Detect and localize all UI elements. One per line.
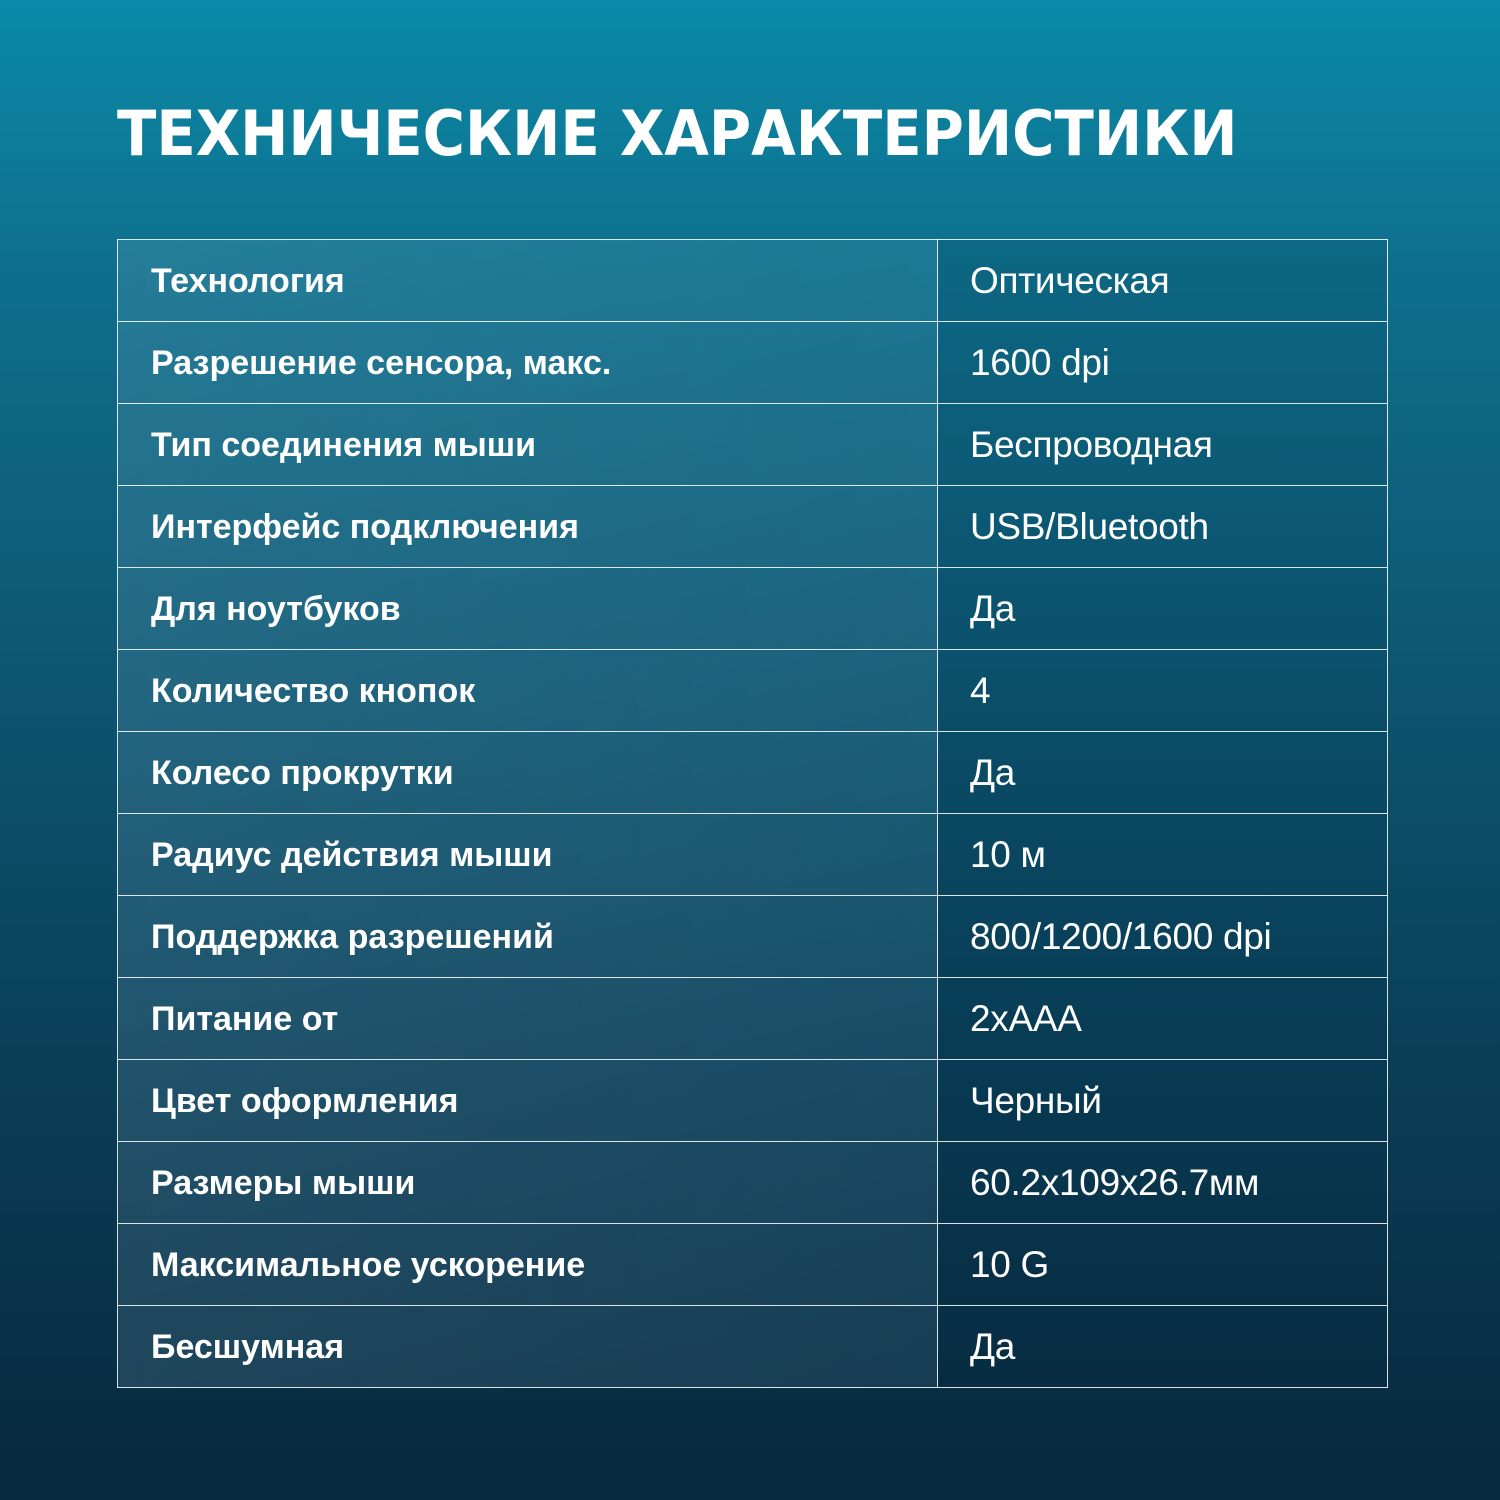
spec-row — [118, 1060, 1388, 1142]
spec-row — [118, 732, 1388, 814]
spec-row — [118, 404, 1388, 486]
spec-name-cell — [118, 814, 938, 896]
spec-row — [118, 1224, 1388, 1306]
spec-value: 10 G — [970, 1243, 1050, 1285]
spec-value: 10 м — [970, 833, 1046, 875]
spec-value: 800/1200/1600 dpi — [970, 915, 1272, 957]
spec-value: 60.2x109x26.7мм — [970, 1161, 1260, 1203]
spec-name: Питание от — [151, 999, 339, 1038]
spec-value: 2xAAA — [970, 997, 1082, 1039]
spec-value: Да — [970, 1325, 1016, 1367]
spec-value: Да — [970, 751, 1016, 793]
spec-row — [118, 650, 1388, 732]
spec-value-cell — [938, 1306, 1388, 1388]
spec-row — [118, 486, 1388, 568]
spec-value: Черный — [970, 1079, 1102, 1121]
spec-name-cell — [118, 568, 938, 650]
spec-name: Поддержка разрешений — [151, 917, 554, 956]
spec-value-cell — [938, 896, 1388, 978]
spec-value-cell — [938, 404, 1388, 486]
spec-name-cell — [118, 404, 938, 486]
spec-row — [118, 814, 1388, 896]
spec-name: Цвет оформления — [151, 1081, 459, 1120]
spec-name-cell — [118, 896, 938, 978]
spec-table — [117, 239, 1388, 1388]
spec-value-cell — [938, 1142, 1388, 1224]
spec-name: Тип соединения мыши — [151, 425, 537, 464]
spec-value-cell — [938, 486, 1388, 568]
spec-value-cell — [938, 322, 1388, 404]
spec-name: Радиус действия мыши — [151, 835, 553, 874]
spec-value-cell — [938, 1224, 1388, 1306]
spec-value-cell — [938, 568, 1388, 650]
spec-value-cell — [938, 240, 1388, 322]
spec-value: Оптическая — [970, 259, 1170, 301]
spec-name-cell — [118, 732, 938, 814]
spec-name: Разрешение сенсора, макс. — [151, 343, 612, 382]
spec-row — [118, 1142, 1388, 1224]
spec-row — [118, 896, 1388, 978]
spec-name-cell — [118, 978, 938, 1060]
spec-value: Да — [970, 587, 1016, 629]
spec-row — [118, 322, 1388, 404]
page-title: ТЕХНИЧЕСКИЕ ХАРАКТЕРИСТИКИ — [117, 97, 1238, 170]
spec-name-cell — [118, 486, 938, 568]
spec-name: Количество кнопок — [151, 671, 476, 710]
spec-value-cell — [938, 814, 1388, 896]
spec-name-cell — [118, 1224, 938, 1306]
spec-name-cell — [118, 322, 938, 404]
spec-name: Колесо прокрутки — [151, 753, 454, 792]
spec-row — [118, 978, 1388, 1060]
spec-row — [118, 240, 1388, 322]
spec-name-cell — [118, 1060, 938, 1142]
spec-name: Интерфейс подключения — [151, 507, 579, 546]
spec-name-cell — [118, 240, 938, 322]
spec-value: USB/Bluetooth — [970, 505, 1209, 547]
spec-name-cell — [118, 1142, 938, 1224]
spec-name: Для ноутбуков — [151, 589, 401, 628]
spec-value: 1600 dpi — [970, 341, 1110, 383]
spec-value: 4 — [970, 669, 991, 711]
spec-row — [118, 568, 1388, 650]
spec-value: Беспроводная — [970, 423, 1213, 465]
spec-name: Бесшумная — [151, 1327, 345, 1366]
spec-value-cell — [938, 978, 1388, 1060]
spec-name: Технология — [151, 261, 345, 300]
spec-name-cell — [118, 650, 938, 732]
spec-name: Максимальное ускорение — [151, 1245, 586, 1284]
spec-value-cell — [938, 732, 1388, 814]
spec-value-cell — [938, 650, 1388, 732]
spec-value-cell — [938, 1060, 1388, 1142]
spec-name: Размеры мыши — [151, 1163, 416, 1202]
spec-row — [118, 1306, 1388, 1388]
spec-name-cell — [118, 1306, 938, 1388]
